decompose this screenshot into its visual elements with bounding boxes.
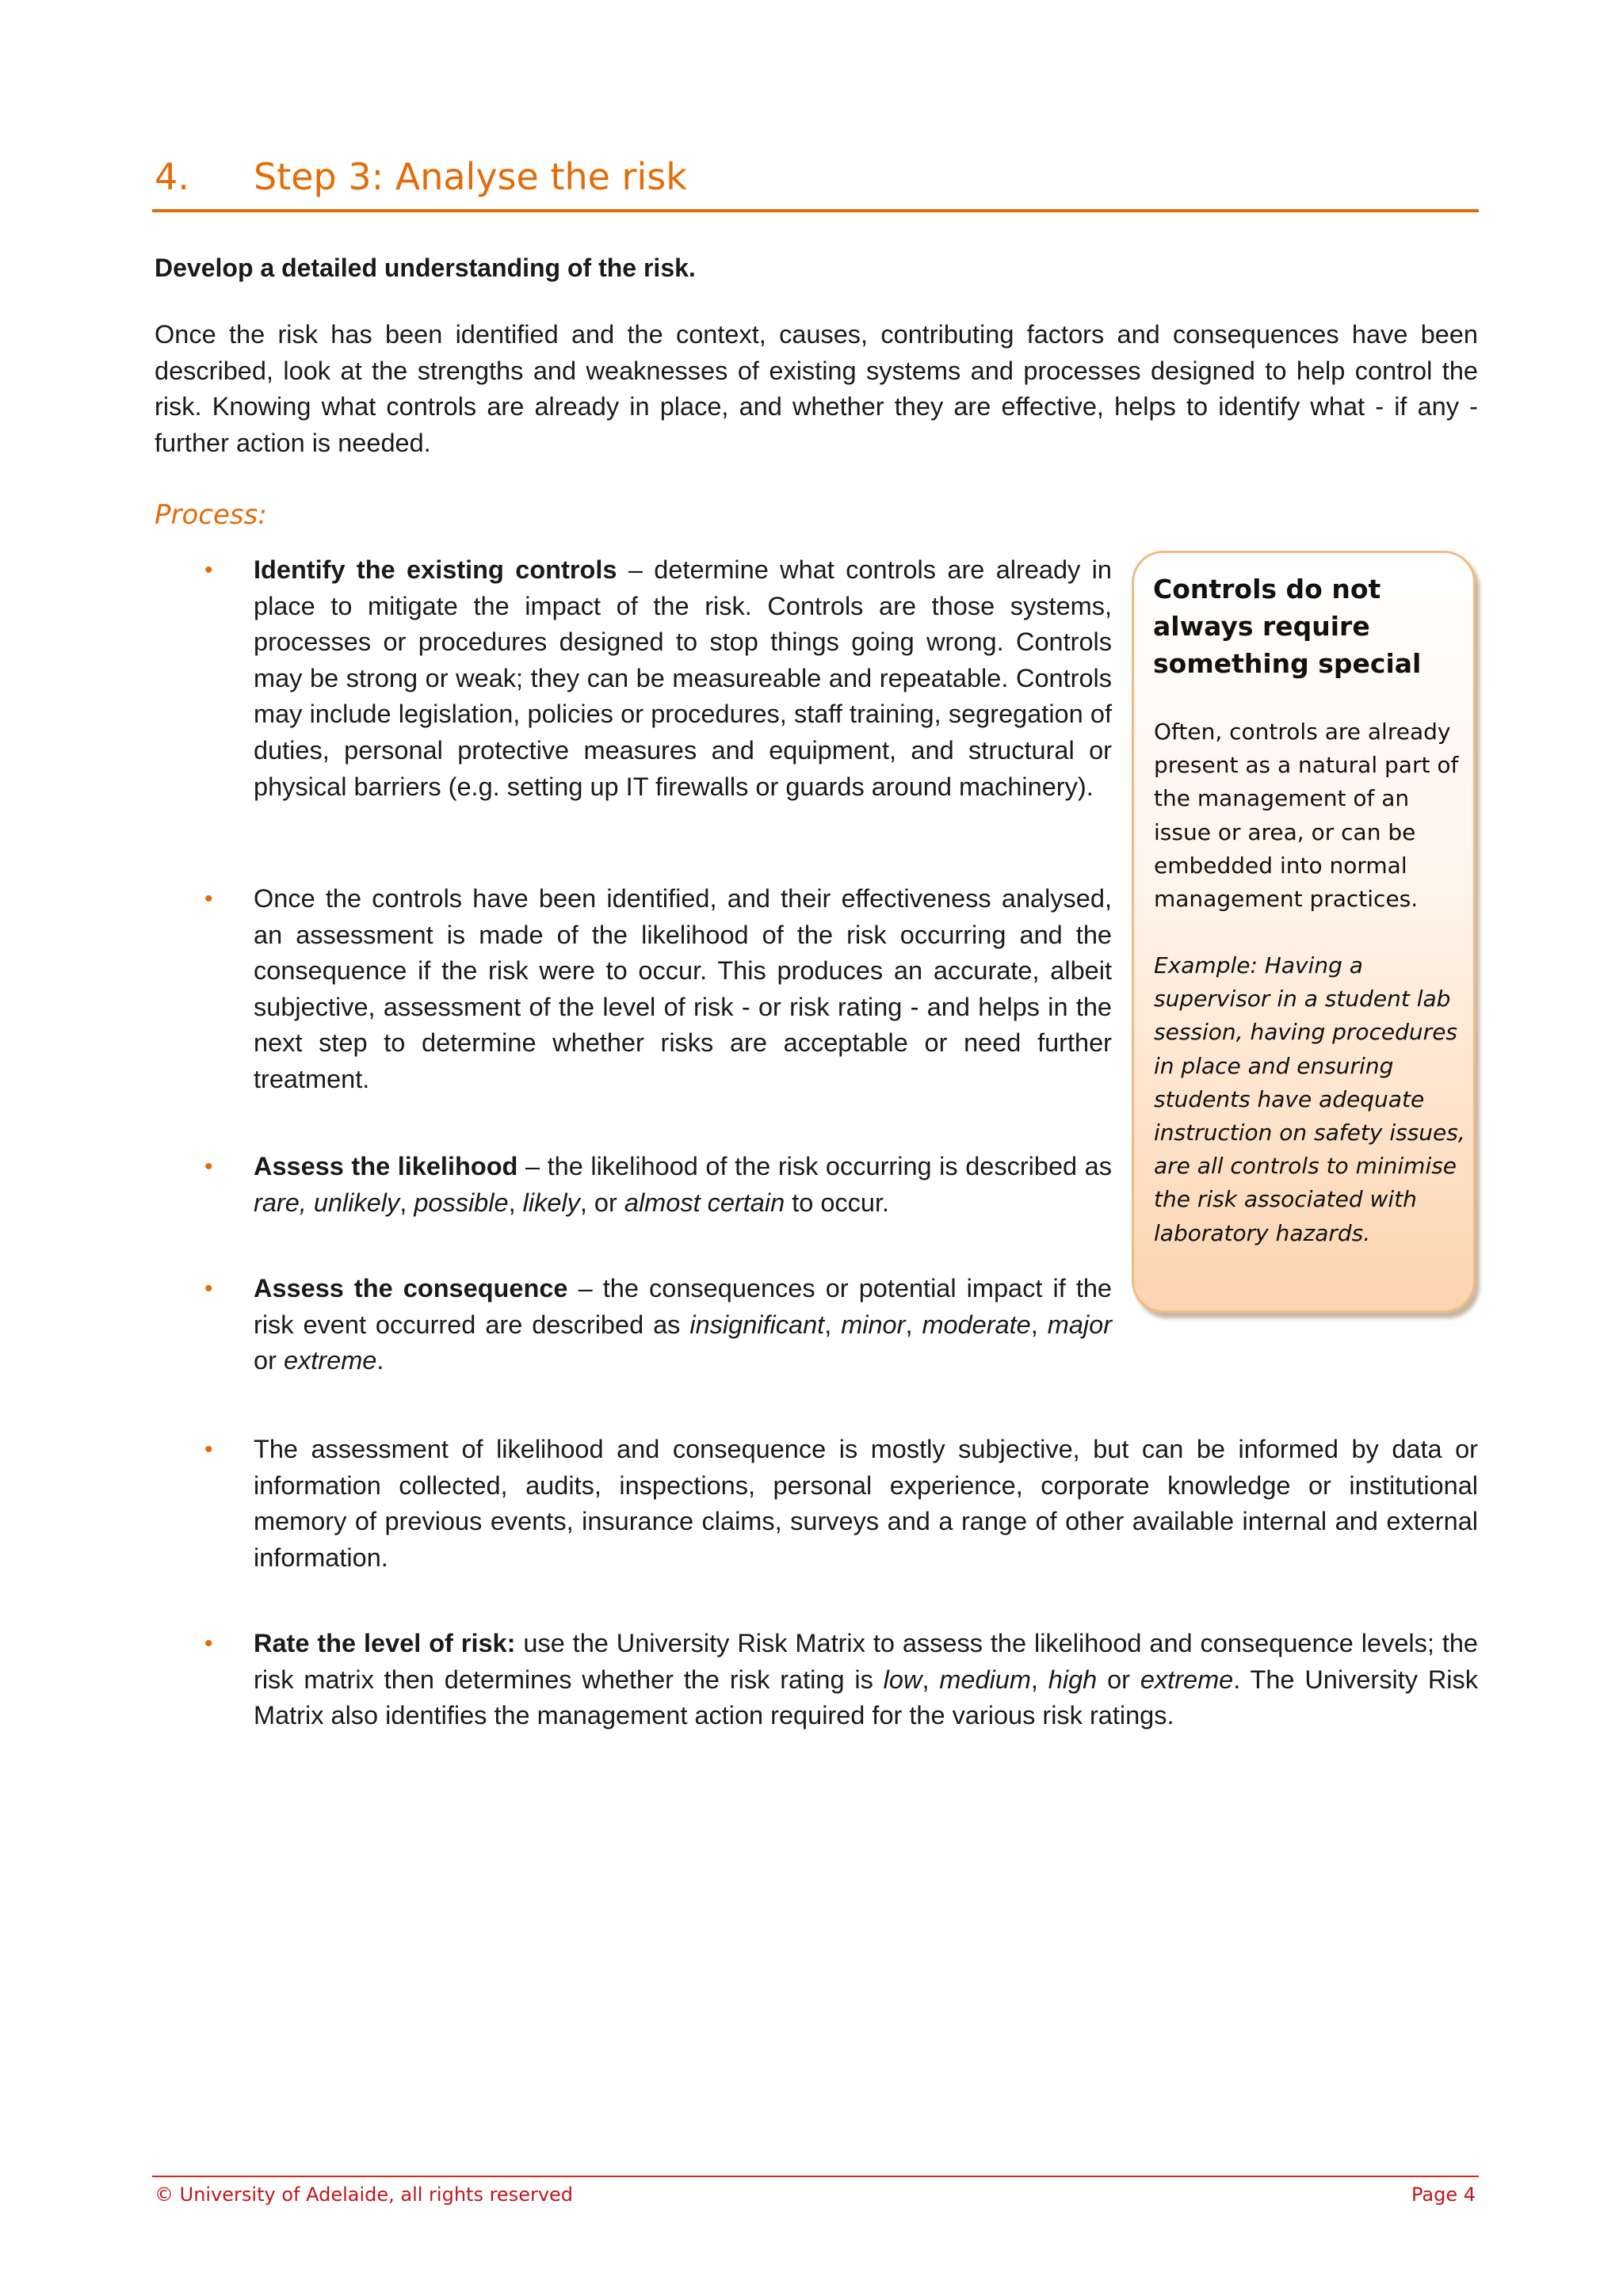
item-sep: , [508,1188,523,1217]
item-term: extreme [283,1346,377,1375]
item-text: to occur. [785,1188,890,1217]
item-sep: or [1097,1665,1140,1694]
item-sep: , [1030,1310,1048,1339]
process-label: Process: [155,499,267,531]
bullet-icon: • [204,1630,213,1657]
item-term: low [883,1665,922,1694]
item-term: insignificant [689,1310,825,1339]
item-sep: , or [579,1188,624,1217]
item-term: possible [414,1188,509,1217]
item-lead: Assess the likelihood [254,1152,518,1180]
intro-paragraph: Once the risk has been identified and the context, causes, contributing factors and consequences have been described, look at the strengths and weaknesses of existing systems and processes designed to help control the risk. Knowing what controls are already in place, and whether they are effective, helps to identify what - if any - further action is needed. [155,320,1478,457]
item-sep: , [905,1310,922,1339]
process-item-assessment: Once the controls have been identified, and their effectiveness analysed, an assessment is made of the likelihood of the risk occurring and the consequence if the risk were to occur. This produces an accurate, albeit subjective, assessment of the level of risk - or risk rating - and helps in the next step to determine whether risks are acceptable or need further treatment. [254,884,1112,1093]
footer-copyright: © University of Adelaide, all rights reserved [155,2183,574,2206]
footer-page-number: Page 4 [1411,2183,1476,2206]
item-term: minor [841,1310,906,1339]
item-term: major [1047,1310,1113,1339]
heading-divider [152,209,1479,212]
item-term: almost certain [624,1188,785,1217]
item-lead: Rate the level of risk: [254,1629,516,1657]
bullet-icon: • [204,886,213,912]
item-text: . [376,1346,384,1375]
bullet-icon: • [204,557,213,583]
section-subheading: Develop a detailed understanding of the risk. [155,254,696,282]
bullet-icon: • [204,1276,213,1302]
item-term: likely [522,1188,580,1217]
item-lead: Identify the existing controls [254,555,617,584]
item-text: – the likelihood of the risk occurring is described as [517,1152,1112,1180]
callout-title: Controls do not always require something special [1153,574,1422,679]
bullet-icon: • [204,1436,213,1463]
item-sep: , [399,1188,414,1217]
section-title: Step 3: Analyse the risk [254,155,687,198]
item-term: extreme [1140,1665,1234,1694]
item-sep: , [922,1665,940,1694]
item-sep: or [254,1346,284,1375]
item-term: rare, unlikely [254,1188,400,1217]
bullet-icon: • [204,1154,213,1180]
section-number: 4. [155,155,189,198]
item-text: – determine what controls are already in place to mitigate the impact of the risk. Controls are those systems, processes or procedures designed to stop things going wrong. Controls may be strong or weak; they can be measureable and repeatable. Controls may include legislation, policies or procedures, staff training, segregation of duties, personal protective measures and equipment, and structural or physical barriers (e.g. setting up IT firewalls or guards around machinery). [254,555,1112,801]
callout-text: Often, controls are already present as a natural part of the management of an issue or area, or can be embedded into normal management practices. [1154,719,1459,913]
item-term: medium [939,1665,1031,1694]
item-lead: Assess the consequence [254,1274,568,1302]
item-term: high [1048,1665,1098,1694]
footer-divider [152,2176,1479,2177]
process-item-consequence [254,1271,1112,1379]
callout-example: Example: Having a supervisor in a student lab session, having procedures in place and ensuring students have adequate instruction on safety issues, are all controls to minimise the risk associated with laboratory hazards. [1154,952,1465,1246]
section-heading [155,155,1478,199]
process-item-subjective-assessment: The assessment of likelihood and consequence is mostly subjective, but can be informed by data or information collected, audits, inspections, personal experience, corporate knowledge or institutional memory of previous events, insurance claims, surveys and a range of other available internal and external information. [254,1435,1478,1572]
item-term: moderate [922,1310,1031,1339]
item-sep: , [1030,1665,1048,1694]
process-item-rate-risk [254,1626,1478,1734]
item-text: use the University Risk Matrix to assess the likelihood and consequence levels; the risk matrix then determines whether the risk rating is [254,1629,1479,1694]
item-sep: , [824,1310,842,1339]
process-item-identify-controls [254,552,1112,805]
process-item-likelihood [254,1149,1112,1221]
item-text: . The University Risk Matrix also identifies the management action required for the various risk ratings. [254,1665,1479,1730]
item-text: – the consequences or potential impact if the risk event occurred are described as [254,1274,1113,1339]
